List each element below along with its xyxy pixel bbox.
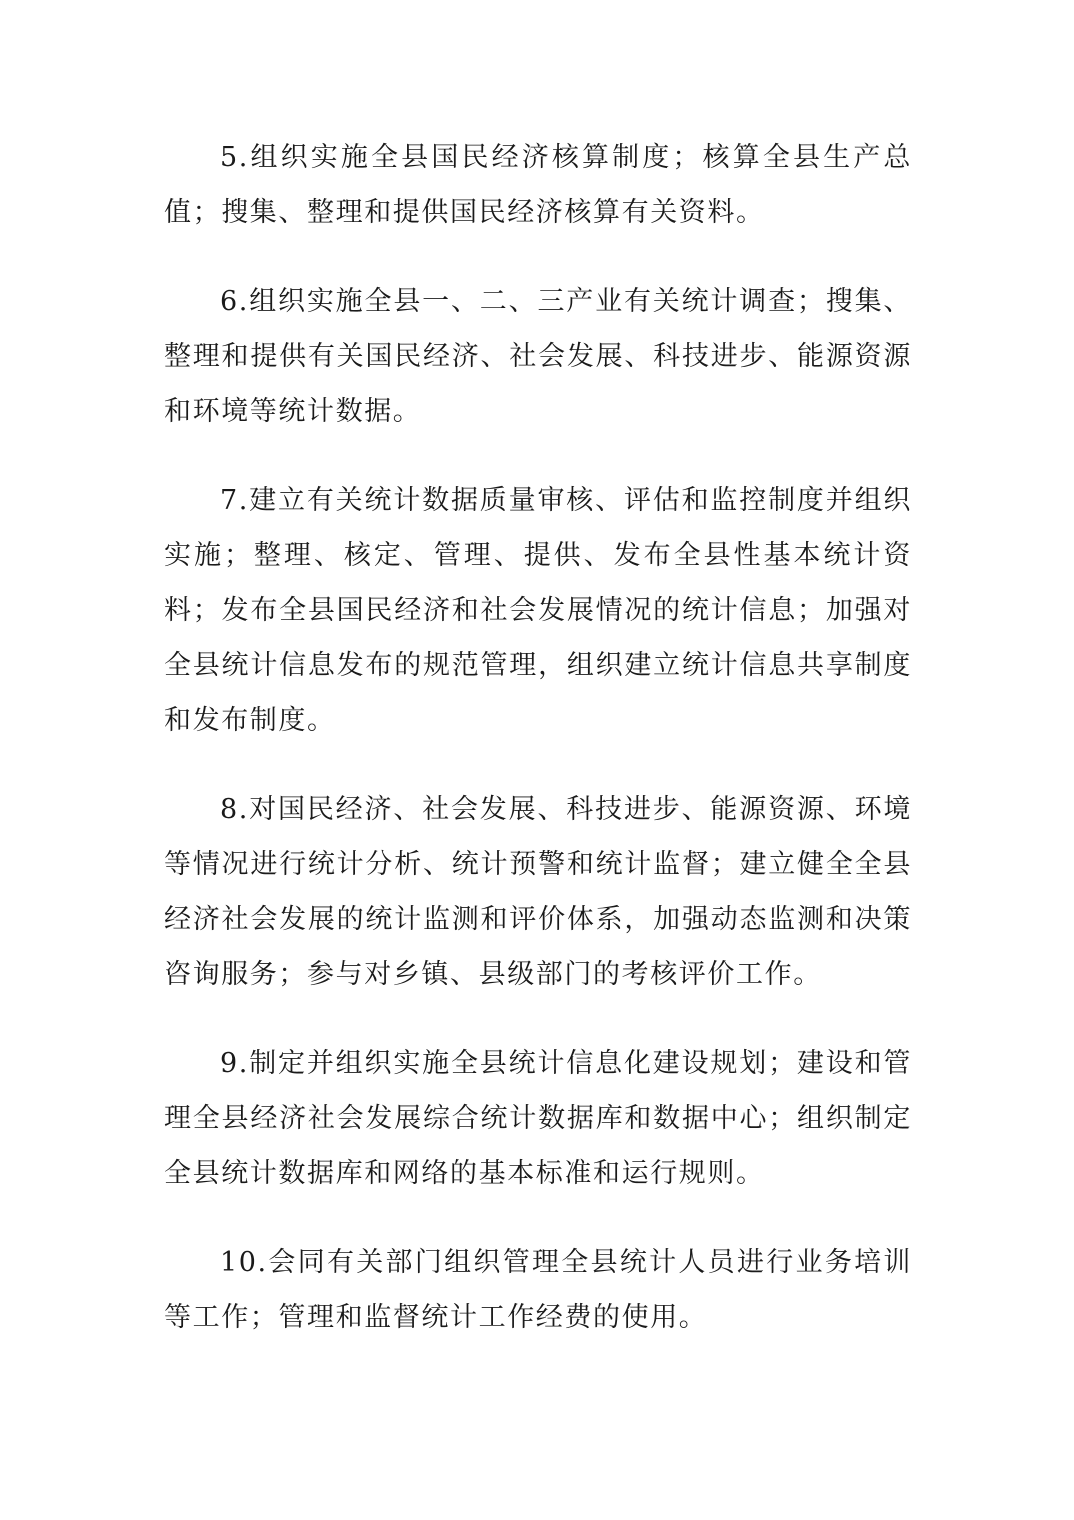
paragraph-item-8: 8.对国民经济、社会发展、科技进步、能源资源、环境等情况进行统计分析、统计预警和统计监督；建立健全全县经济社会发展的统计监测和评价体系，加强动态监测和决策咨询服务；参与对乡镇、县级部门的考核评价工作。	[164, 794, 912, 990]
paragraph-item-9: 9.制定并组织实施全县统计信息化建设规划；建设和管理全县经济社会发展综合统计数据库和数据中心；组织制定全县统计数据库和网络的基本标准和运行规则。	[164, 1048, 912, 1189]
document-body	[164, 130, 912, 1379]
paragraph-item-7: 7.建立有关统计数据质量审核、评估和监控制度并组织实施；整理、核定、管理、提供、发布全县性基本统计资料；发布全县国民经济和社会发展情况的统计信息；加强对全县统计信息发布的规范管理，组织建立统计信息共享制度和发布制度。	[164, 485, 912, 736]
paragraph-item-6: 6.组织实施全县一、二、三产业有关统计调查；搜集、整理和提供有关国民经济、社会发展、科技进步、能源资源和环境等统计数据。	[164, 286, 912, 427]
paragraph-item-5: 5.组织实施全县国民经济核算制度；核算全县生产总值；搜集、整理和提供国民经济核算有关资料。	[164, 142, 912, 228]
paragraph-item-10: 10.会同有关部门组织管理全县统计人员进行业务培训等工作；管理和监督统计工作经费的使用。	[164, 1247, 912, 1333]
